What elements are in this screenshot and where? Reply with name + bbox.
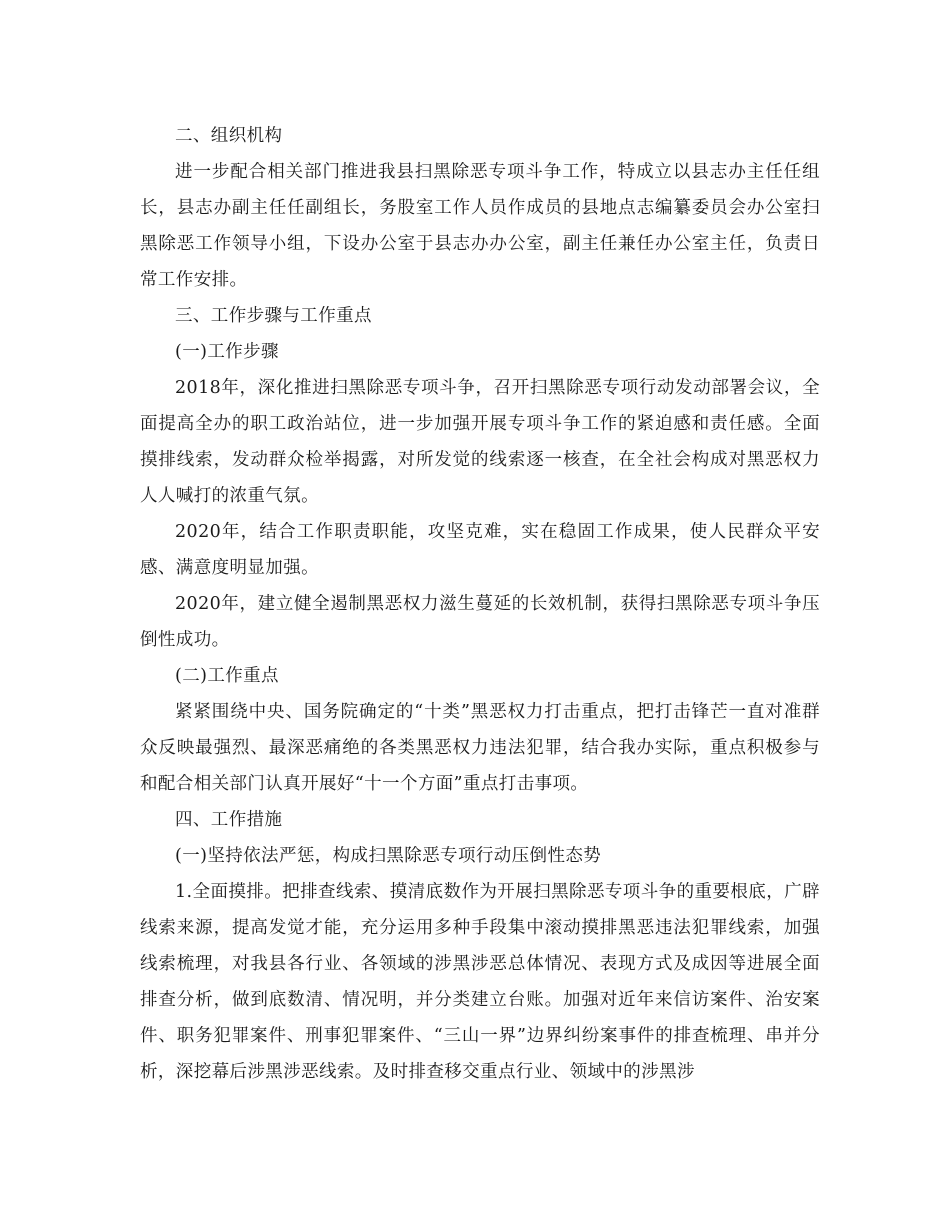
paragraph-step-2020-b: 2020年，建立健全遏制黑恶权力滋生蔓延的长效机制，获得扫黑除恶专项斗争压倒性成功。 <box>140 594 820 650</box>
subheading-work-focus: (二)工作重点 <box>175 666 279 686</box>
subheading-work-steps: (一)工作步骤 <box>175 342 279 362</box>
paragraph-step-2020-a: 2020年，结合工作职责职能，攻坚克难，实在稳固工作成果，使人民群众平安感、满意度明显加强。 <box>140 522 820 578</box>
heading-steps-and-focus: 三、工作步骤与工作重点 <box>175 306 372 326</box>
paragraph-work-focus: 紧紧围绕中央、国务院确定的“十类”黑恶权力打击重点，把打击锋芒一直对准群众反映最强烈、最深恶痛绝的各类黑恶权力违法犯罪，结合我办实际，重点积极参与和配合相关部门认真开展好“十一个方面”重点打击事项。 <box>140 702 820 794</box>
paragraph-organization: 进一步配合相关部门推进我县扫黑除恶专项斗争工作，特成立以县志办主任任组长，县志办副主任任副组长，务股室工作人员作成员的县地点志编纂委员会办公室扫黑除恶工作领导小组，下设办公室于县志办办公室，副主任兼任办公室主任，负责日常工作安排。 <box>140 162 820 290</box>
heading-organization: 二、组织机构 <box>175 126 283 146</box>
heading-work-measures: 四、工作措施 <box>175 810 283 830</box>
subheading-strict-punishment: (一)坚持依法严惩，构成扫黑除恶专项行动压倒性态势 <box>175 846 602 866</box>
paragraph-step-2018: 2018年，深化推进扫黑除恶专项斗争，召开扫黑除恶专项行动发动部署会议，全面提高全办的职工政治站位，进一步加强开展专项斗争工作的紧迫感和责任感。全面摸排线索，发动群众检举揭露，对所发觉的线索逐一核查，在全社会构成对黑恶权力人人喊打的浓重气氛。 <box>140 378 820 506</box>
paragraph-comprehensive-investigation: 1.全面摸排。把排查线索、摸清底数作为开展扫黑除恶专项斗争的重要根底，广辟线索来源，提高发觉才能，充分运用多种手段集中滚动摸排黑恶违法犯罪线索，加强线索梳理，对我县各行业、各领域的涉黑涉恶总体情况、表现方式及成因等进展全面排查分析，做到底数清、情况明，并分类建立台账。加强对近年来信访案件、治安案件、职务犯罪案件、刑事犯罪案件、“三山一界”边界纠纷案事件的排查梳理、串并分析，深挖幕后涉黑涉恶线索。及时排查移交重点行业、领域中的涉黑涉 <box>140 882 820 1082</box>
document-body <box>140 118 820 1090</box>
